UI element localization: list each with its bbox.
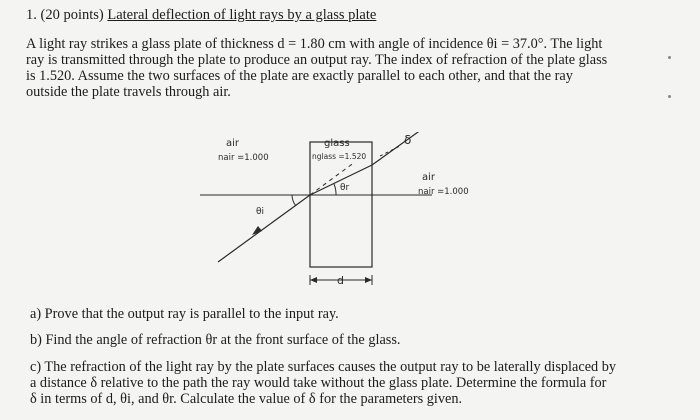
question-c-line: a distance δ relative to the path the ray would take without the glass plate. Determine the formula for <box>30 375 607 391</box>
intro-line: A light ray strikes a glass plate of thickness d = 1.80 cm with angle of incidence θi = 37.0°. The light <box>26 36 603 52</box>
output-ray <box>372 132 432 165</box>
incident-ray <box>218 195 310 262</box>
problem-title: Lateral deflection of light rays by a glass plate <box>107 7 377 23</box>
delta-guide <box>380 146 400 156</box>
right-medium-label: air <box>422 172 436 183</box>
thickness-arrowhead <box>310 277 317 283</box>
theta-r-label: θr <box>340 183 350 193</box>
left-medium-label: air <box>226 138 240 149</box>
problem-intro <box>26 36 666 100</box>
figure-svg <box>200 132 530 302</box>
intro-line: ray is transmitted through the plate to produce an output ray. The index of refraction of the plate glass <box>26 52 608 68</box>
delta-label: δ <box>404 133 412 147</box>
glass-index-label: nglass =1.520 <box>312 152 367 161</box>
theta-i-label: θi <box>256 207 265 217</box>
right-index-label: nair =1.000 <box>418 187 469 197</box>
intro-line: outside the plate travels through air. <box>26 84 231 100</box>
thickness-arrowhead <box>365 277 372 283</box>
glass-plate-figure <box>200 132 530 302</box>
theta-r-arc <box>334 184 336 195</box>
scan-speck <box>668 95 671 98</box>
scan-speck <box>668 56 671 59</box>
problem-points: (20 points) <box>40 7 104 23</box>
question-b: b) Find the angle of refraction θr at the front surface of the glass. <box>30 332 401 348</box>
glass-label: glass <box>324 138 350 149</box>
thickness-label: d <box>337 274 344 287</box>
theta-i-arc <box>292 195 296 206</box>
question-a: a) Prove that the output ray is parallel to the input ray. <box>30 306 339 322</box>
left-index-label: nair =1.000 <box>218 153 269 163</box>
intro-line: is 1.520. Assume the two surfaces of the plate are exactly parallel to each other, and that the ray <box>26 68 573 84</box>
question-c-line: c) The refraction of the light ray by the plate surfaces causes the output ray to be laterally displaced by <box>30 359 617 375</box>
question-c <box>30 359 616 407</box>
question-c-line: δ in terms of d, θi, and θr. Calculate the value of δ for the parameters given. <box>30 391 463 407</box>
problem-number: 1. <box>26 7 37 23</box>
problem-heading <box>26 6 376 25</box>
